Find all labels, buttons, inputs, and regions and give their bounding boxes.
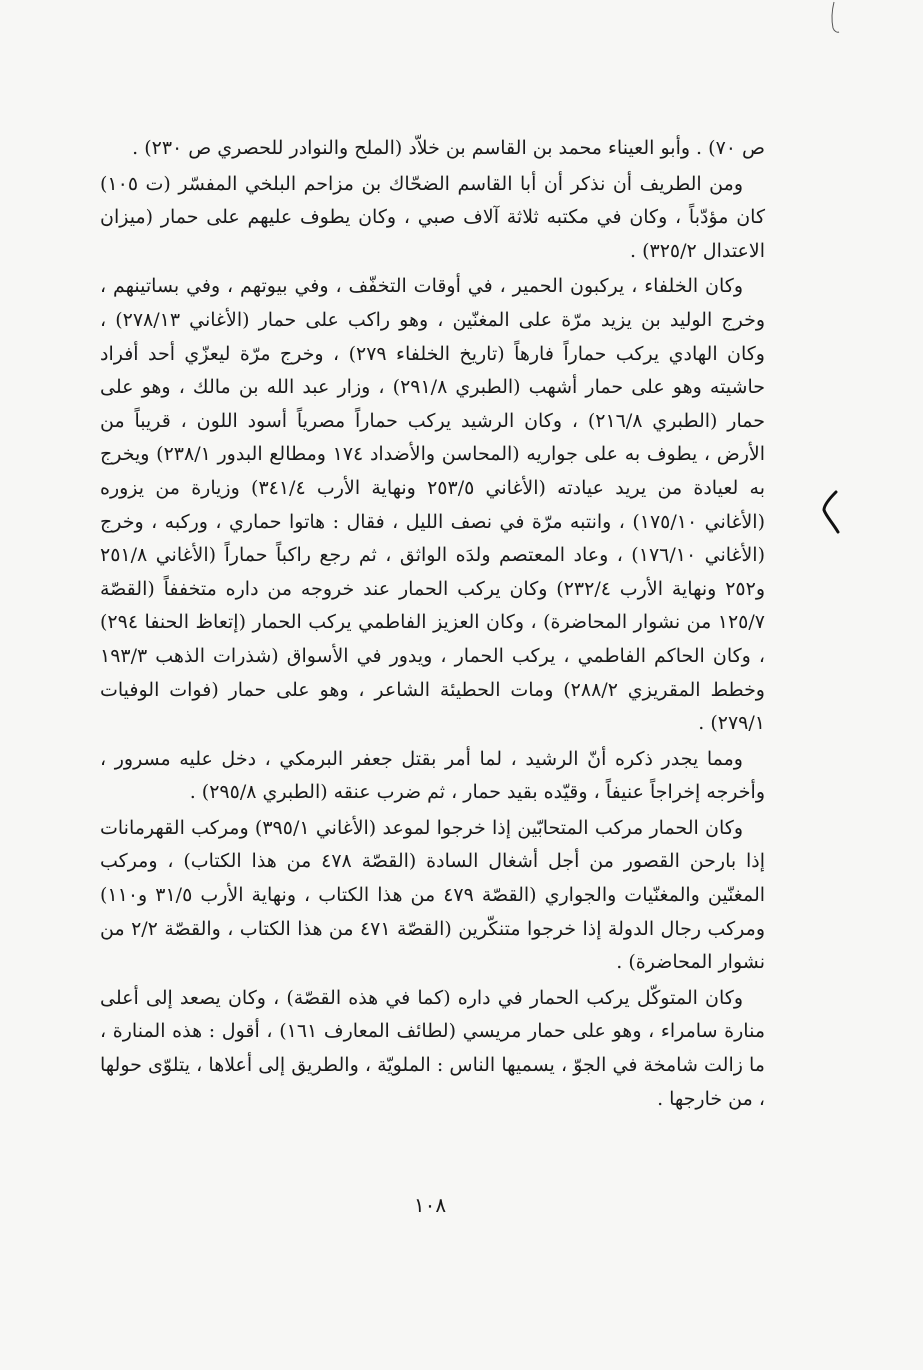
paragraph-1: ص ٧٠) . وأبو العيناء محمد بن القاسم بن خلاّد (الملح والنوادر للحصري ص ٢٣٠) . <box>132 137 765 159</box>
paragraph-3: وكان الخلفاء ، يركبون الحمير ، في أوقات التخفّف ، وفي بيوتهم ، وفي بساتينهم ، وخرج الوليد بن يزيد مرّة على المغنّين ، وهو راكب على حمار (الأغاني ٢٧٨/١٣) ، وكان الهادي يركب حماراً فارهاً (تاريخ الخلفاء ٢٧٩) ، وخرج مرّة ليعزّي أحد أفراد حاشيته وهو على حمار أشهب (الطبري ٢٩١/٨) ، وزار عبد الله بن مالك ، وهو على حمار (الطبري ٢١٦/٨) ، وكان الرشيد يركب حماراً مصرياً أسود اللون ، قريباً من الأرض ، يطوف به على جواريه (المحاسن والأضداد ١٧٤ ومطالع البدور ٢٣٨/١) ويخرج به لعيادة من يريد عيادته (الأغاني ٢٥٣/٥ ونهاية الأرب ٣٤١/٤) وزيارة من يزوره (الأغاني ١٧٥/١٠) ، وانتبه مرّة في نصف الليل ، فقال : هاتوا حماري ، وركبه ، وخرج (الأغاني ١٧٦/١٠) ، وعاد المعتصم ولدَه الواثق ، ثم رجع راكباً حماراً (الأغاني ٢٥١/٨ و٢٥٢ ونهاية الأرب ٢٣٢/٤) وكان يركب الحمار عند خروجه من داره متخففاً (القصّة ١٢٥/٧ من نشوار المحاضرة) ، وكان العزيز الفاطمي يركب الحمار (إتعاظ الحنفا ٢٩٤) ، وكان الحاكم الفاطمي ، يركب الحمار ، ويدور في الأسواق (شذرات الذهب ١٩٣/٣ وخطط المقريزي ٢٨٨/٢) ومات الحطيئة الشاعر ، وهو على حمار (فوات الوفيات ٢٧٩/١) . <box>100 275 766 735</box>
paragraph-6: وكان المتوكّل يركب الحمار في داره (كما في هذه القصّة) ، وكان يصعد إلى أعلى منارة سامراء ، وهو على حمار مريسي (لطائف المعارف ١٦١) ، أقول : هذه المنارة ، ما زالت شامخة في الجوّ ، يسميها الناس : الملويّة ، والطريق إلى أعلاها ، يتلوّى حولها ، من خارجها . <box>100 986 766 1110</box>
body-text <box>100 132 765 1116</box>
paragraph-4: ومما يجدر ذكره أنّ الرشيد ، لما أمر بقتل جعفر البرمكي ، دخل عليه مسرور ، وأخرجه إخراجاً عنيفاً ، وقيّده بقيد حمار ، ثم ضرب عنقه (الطبري ٢٩٥/٨) . <box>100 747 765 804</box>
page-number: ١٠٨ <box>413 1193 447 1217</box>
pencil-mark <box>815 0 845 40</box>
paragraph-5: وكان الحمار مركب المتحابّين إذا خرجوا لموعد (الأغاني ٣٩٥/١) ومركب القهرمانات إذا بارحن القصور من أجل أشغال السادة (القصّة ٤٧٨ من هذا الكتاب) ، ومركب المغنّين والمغنّيات والجواري (القصّة ٤٧٩ من هذا الكتاب ، ونهاية الأرب ٣١/٥ و١١٠) ومركب رجال الدولة إذا خرجوا متنكّرين (القصّة ٤٧١ من هذا الكتاب ، والقصّة ٢/٢ من نشوار المحاضرة) . <box>100 816 766 974</box>
margin-bracket-mark <box>812 488 852 538</box>
paragraph-2: ومن الطريف أن نذكر أن أبا القاسم الضحّاك بن مزاحم البلخي المفسّر (ت ١٠٥) كان مؤدّباً ، وكان في مكتبه ثلاثة آلاف صبي ، وكان يطوف عليهم على حمار (ميزان الاعتدال ٣٢٥/٢) . <box>100 172 765 262</box>
